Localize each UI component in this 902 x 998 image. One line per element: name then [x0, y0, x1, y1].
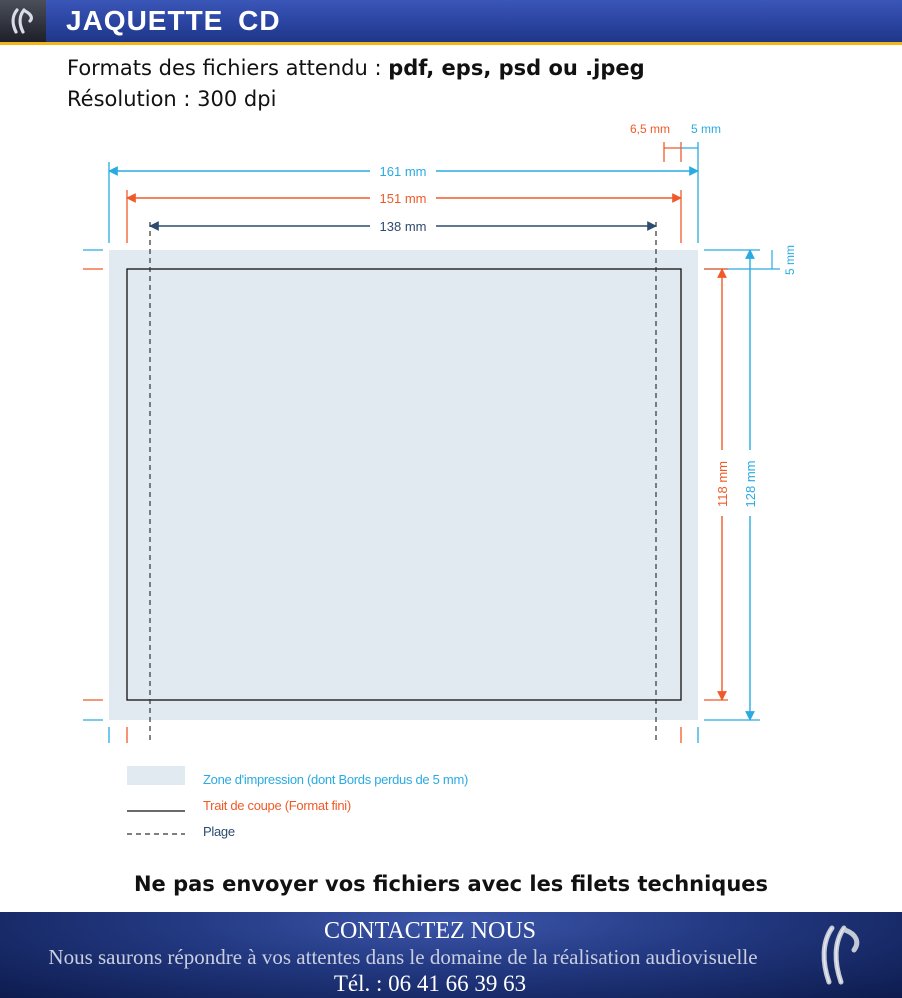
header-bar	[0, 0, 902, 45]
dim-161-label: 161 mm	[379, 164, 427, 179]
dim-6-5-label: 6,5 mm	[629, 122, 671, 136]
formats-value: pdf, eps, psd ou .jpeg	[388, 56, 645, 80]
brand-logo[interactable]	[0, 0, 46, 42]
dim-5-label: 5 mm	[691, 122, 721, 136]
dim-151-label: 151 mm	[379, 191, 427, 206]
file-formats-line	[67, 54, 645, 82]
phone-number[interactable]: Tél. : 06 41 66 39 63	[333, 971, 527, 996]
footer-banner	[0, 912, 902, 998]
legend-swatch-print-zone	[127, 766, 185, 785]
print-zone-area	[109, 250, 698, 720]
contact-heading[interactable]: CONTACTEZ NOUS	[323, 918, 537, 944]
sl-monogram-icon	[8, 6, 38, 36]
legend-label-print-zone: Zone d'impression (dont Bords perdus de 5 mm)	[203, 772, 468, 787]
formats-label: Formats des fichiers attendu :	[67, 56, 389, 80]
legend-label-cut-line: Trait de coupe (Format fini)	[203, 798, 351, 813]
warning-text: Ne pas envoyer vos fichiers avec les filets techniques	[133, 872, 769, 896]
footer-tagline: Nous saurons répondre à vos attentes dans le domaine de la réalisation audiovisuelle	[48, 945, 758, 969]
resolution-line: Résolution : 300 dpi	[67, 87, 277, 111]
dim-118-label: 118 mm	[715, 461, 730, 507]
sl-monogram-icon	[814, 922, 868, 988]
dim-128-label: 128 mm	[743, 460, 758, 508]
dim-138-label: 138 mm	[379, 219, 427, 234]
cd-cover-template-diagram	[0, 110, 902, 860]
legend-label-safe-area: Plage	[203, 824, 235, 839]
page-title: JAQUETTE CD	[66, 5, 281, 36]
dim-5-vertical-label: 5 mm	[783, 245, 797, 275]
